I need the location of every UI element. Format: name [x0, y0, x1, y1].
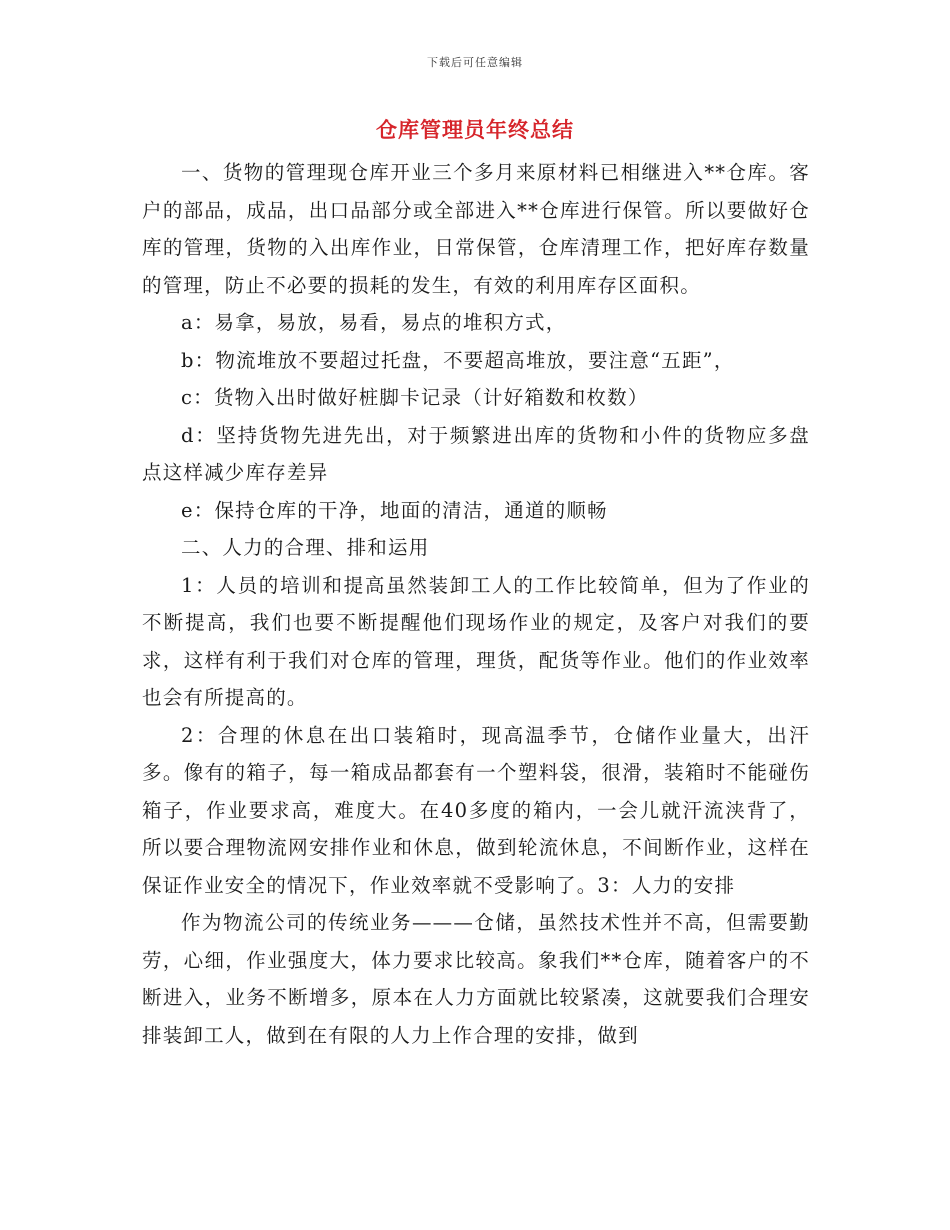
paragraph: 作为物流公司的传统业务———仓储，虽然技术性并不高，但需要勤劳，心细，作业强度大，体力要求比较高。象我们**仓库，随着客户的不断进入，业务不断增多，原本在人力方面就比较紧凑，这就要我们合理安排装卸工人，做到在有限的人力上作合理的安排，做到 — [142, 911, 810, 1047]
paragraph: 1：人员的培训和提高虽然装卸工人的工作比较简单，但为了作业的不断提高，我们也要不断提醒他们现场作业的规定，及客户对我们的要求，这样有利于我们对仓库的管理，理货，配货等作业。他们的作业效率也会有所提高的。 — [142, 573, 810, 709]
header-note: 下载后可任意编辑 — [427, 56, 523, 69]
paragraph: c：货物入出时做好桩脚卡记录（计好箱数和枚数） — [181, 386, 649, 409]
paragraph: 2：合理的休息在出口装箱时，现高温季节，仓储作业量大，出汗多。像有的箱子，每一箱成品都套有一个塑料袋，很滑，装箱时不能碰伤箱子，作业要求高，难度大。在40多度的箱内，一会儿就汗流浃背了，所以要合理物流网安排作业和休息，做到轮流休息，不间断作业，这样在保证作业安全的情况下，作业效率就不受影响了。3：人力的安排 — [142, 723, 810, 897]
document-title: 仓库管理员年终总结 — [376, 117, 574, 142]
document-body — [142, 154, 810, 1054]
paragraph: e：保持仓库的干净，地面的清洁，通道的顺畅 — [181, 498, 608, 522]
paragraph: 二、人力的合理、排和运用 — [181, 536, 430, 559]
paragraph: 一、货物的管理现仓库开业三个多月来原材料已相继进入**仓库。客户的部品，成品，出口品部分或全部进入**仓库进行保管。所以要做好仓库的管理，货物的入出库作业，日常保管，仓库清理工作，把好库存数量的管理，防止不必要的损耗的发生，有效的利用库存区面积。 — [142, 161, 810, 297]
paragraph: b：物流堆放不要超过托盘，不要超高堆放，要注意“五距”， — [181, 348, 735, 372]
paragraph: a：易拿，易放，易看，易点的堆积方式， — [181, 311, 567, 334]
paragraph: d：坚持货物先进先出，对于频繁进出库的货物和小件的货物应多盘点这样减少库存差异 — [142, 423, 810, 484]
